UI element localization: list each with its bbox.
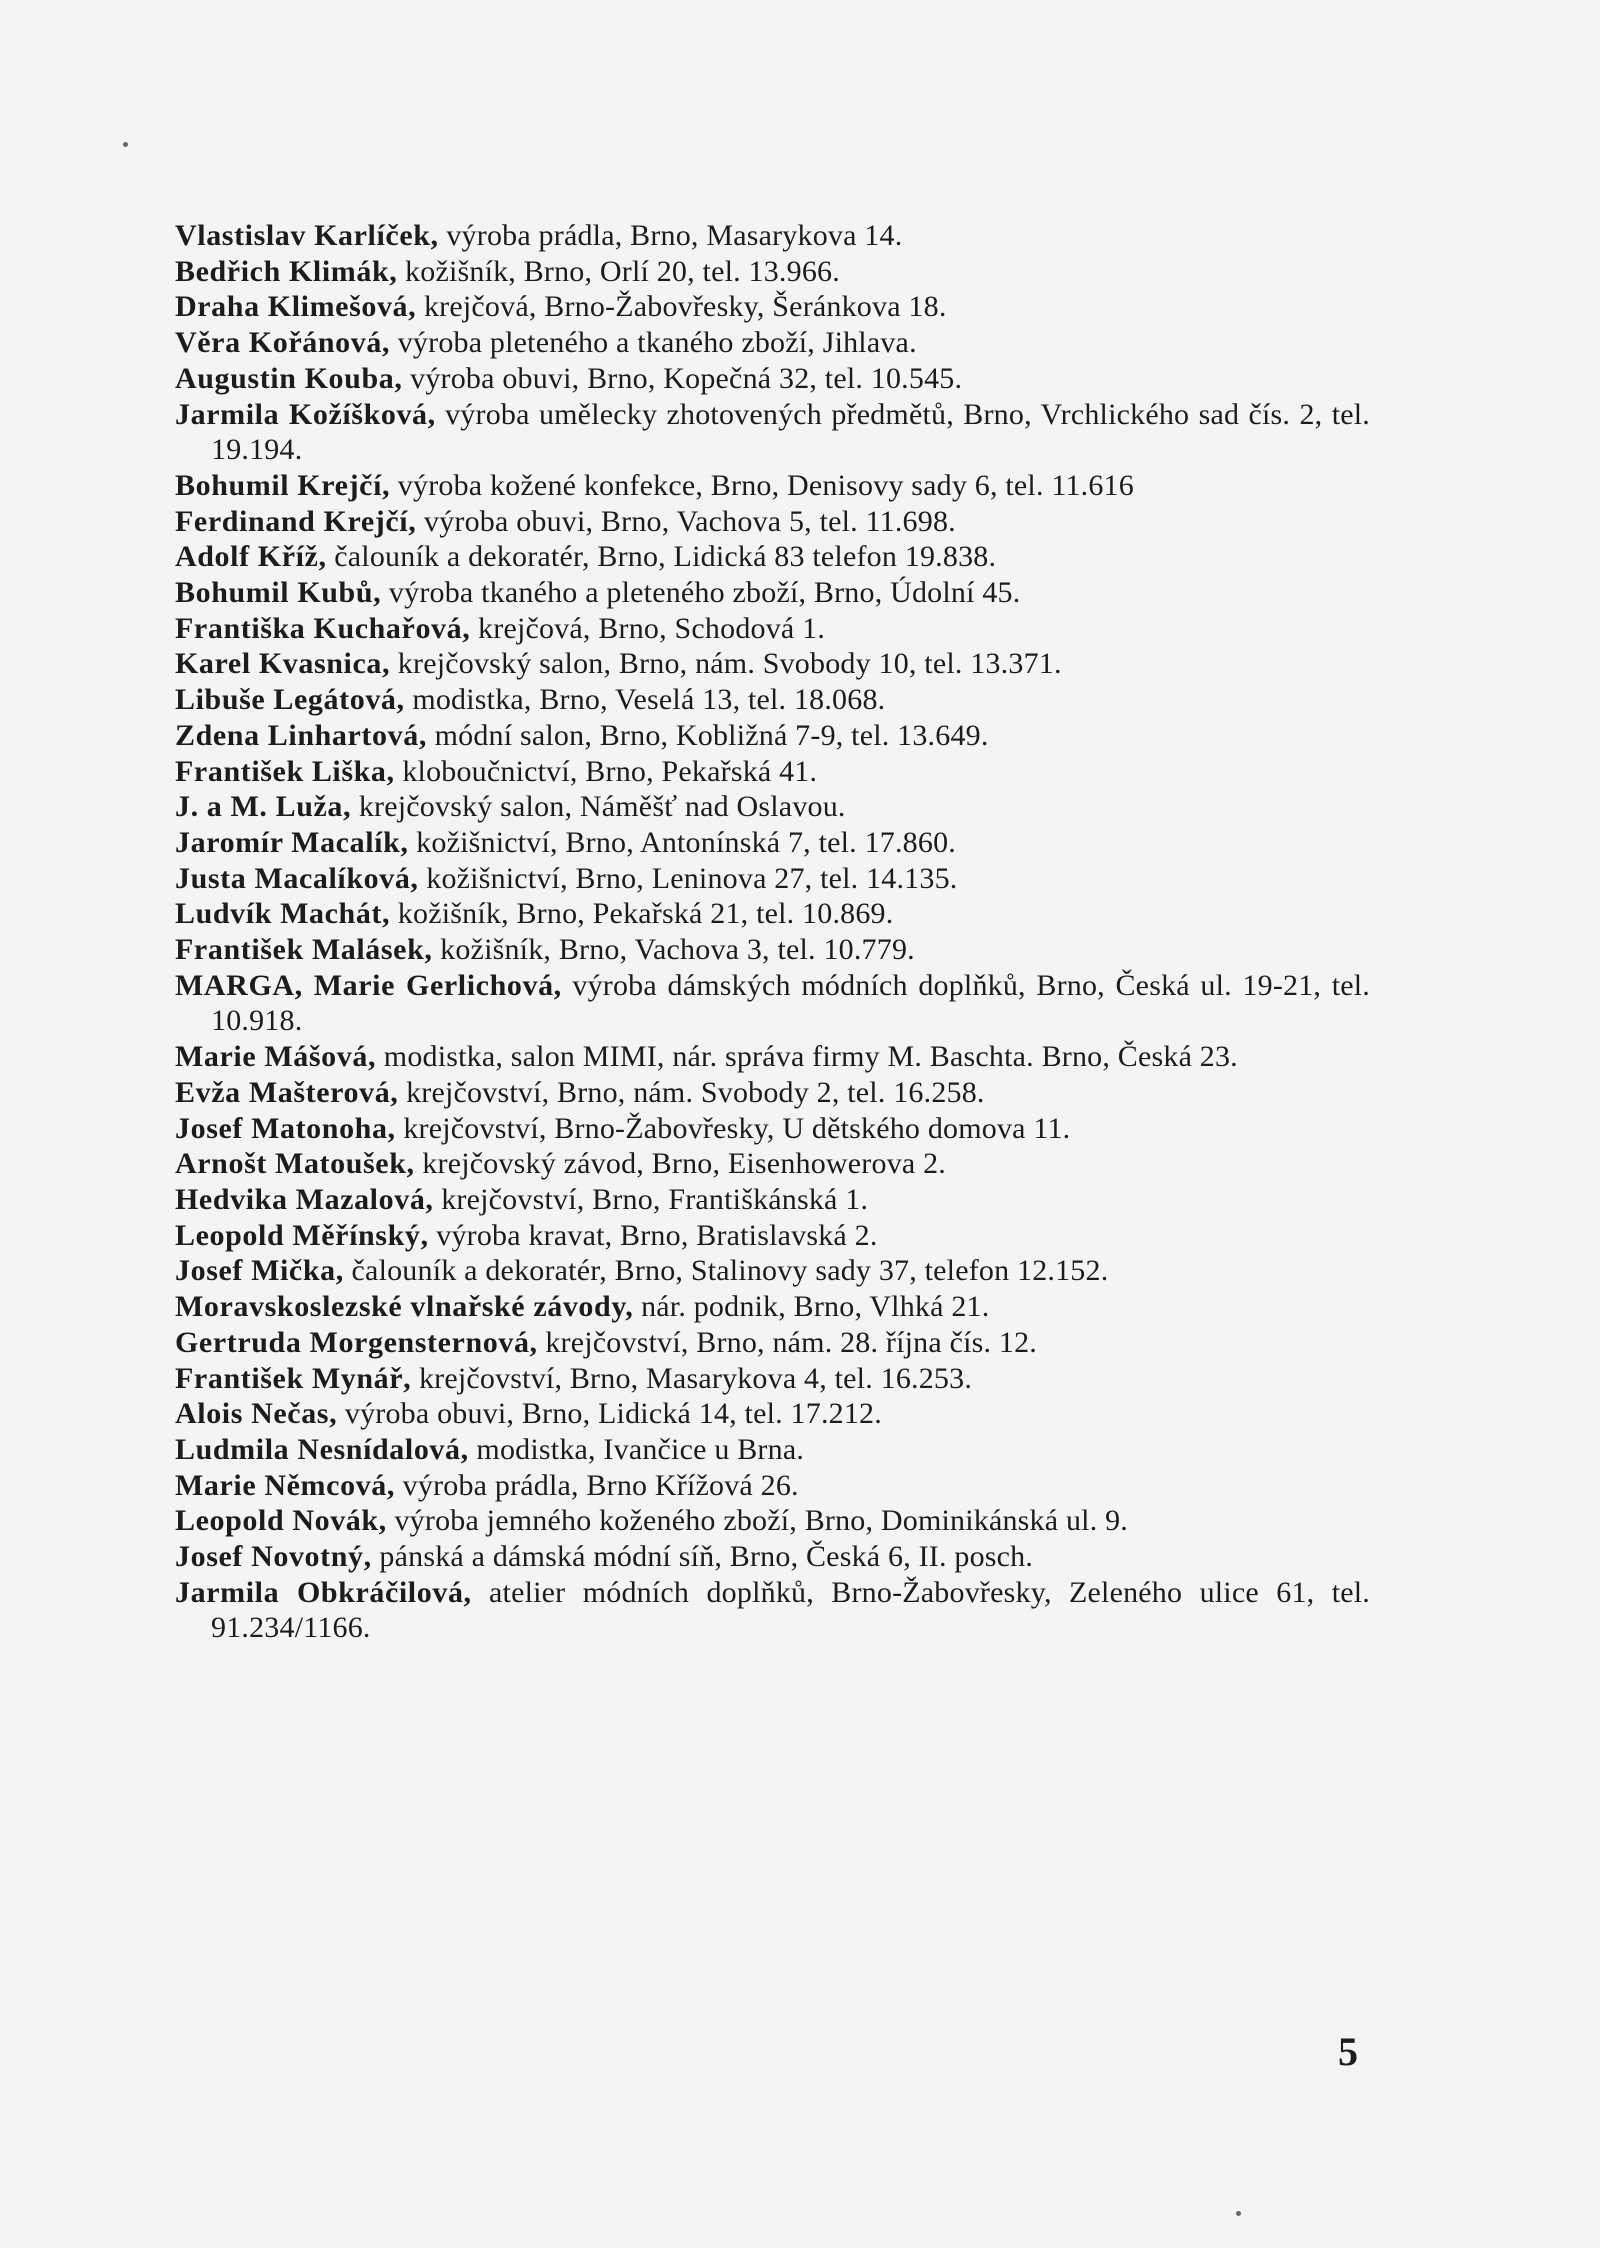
entry-name: Gertruda Morgensternová, [175,1325,538,1359]
entry-name: Marie Němcová, [175,1468,395,1502]
entry-name: Leopold Novák, [175,1504,387,1538]
entry-details: kožišník, Brno, Vachova 3, tel. 10.779. [432,933,915,967]
entry-name: Ferdinand Krejčí, [175,504,417,538]
entry-name: Bedřich Klimák, [175,254,398,288]
directory-entry [175,1432,1370,1468]
entry-details: výroba pleteného a tkaného zboží, Jihlava. [390,326,917,360]
entry-name: Ludvík Machát, [175,897,391,931]
entry-name: Vlastislav Karlíček, [175,219,439,252]
directory-entry [175,397,1370,468]
entry-details: výroba obuvi, Brno, Kopečná 32, tel. 10.545. [402,361,963,395]
entry-name: Augustin Kouba, [175,361,403,395]
paper-speck [123,142,128,147]
entry-details: výroba obuvi, Brno, Lidická 14, tel. 17.212. [337,1397,882,1431]
directory-entry [175,1361,1370,1397]
entry-details: čalouník a dekoratér, Brno, Stalinovy sady 37, telefon 12.152. [343,1254,1109,1288]
entry-name: Jaromír Macalík, [175,825,409,859]
entry-name: Marie Mášová, [175,1040,377,1074]
directory-entry [175,254,1370,290]
entry-details: kožišnictví, Brno, Leninova 27, tel. 14.135. [418,861,958,895]
entry-details: pánská a dámská módní síň, Brno, Česká 6, II. posch. [371,1540,1034,1574]
entry-details: krejčovství, Brno-Žabovřesky, U dětského domova 11. [395,1111,1071,1145]
directory-entry [175,825,1370,861]
directory-entry [175,1253,1370,1289]
paper-speck [1236,2211,1241,2216]
entry-details: krejčovství, Brno, Františkánská 1. [433,1182,869,1216]
entry-name: MARGA, Marie Gerlichová, [175,968,562,1002]
entry-name: František Mynář, [175,1361,412,1395]
directory-entry [175,968,1370,1039]
entry-details: módní salon, Brno, Kobližná 7-9, tel. 13.649. [426,718,989,752]
entry-name: Bohumil Krejčí, [175,468,391,502]
entry-name: J. a M. Luža, [175,790,352,824]
directory-entry [175,575,1370,611]
directory-entry [175,289,1370,325]
directory-entry [175,1075,1370,1111]
entry-name: František Liška, [175,754,395,788]
entry-details: výroba jemného koženého zboží, Brno, Dominikánská ul. 9. [386,1504,1129,1538]
directory-entry [175,861,1370,897]
entry-name: Leopold Měřínský, [175,1218,429,1252]
directory-entry [175,1039,1370,1075]
entry-details: výroba prádla, Brno, Masarykova 14. [438,219,903,252]
entry-details: výroba umělecky zhotovených předmětů, Brno, Vrchlického sad čís. 2, tel. 19.194. [211,397,1370,467]
directory-entry [175,325,1370,361]
entry-name: Alois Nečas, [175,1397,338,1431]
directory-entry [175,611,1370,647]
directory-entry [175,468,1370,504]
entry-details: kožišník, Brno, Orlí 20, tel. 13.966. [397,254,840,288]
entry-name: Justa Macalíková, [175,861,419,895]
entry-details: nár. podnik, Brno, Vlhká 21. [633,1290,990,1324]
directory-entry [175,682,1370,718]
directory-entry [175,1289,1370,1325]
entry-details: výroba dámských módních doplňků, Brno, Česká ul. 19-21, tel. 10.918. [211,968,1371,1038]
entry-details: výroba kravat, Brno, Bratislavská 2. [428,1218,878,1252]
entry-name: Moravskoslezské vlnařské závody, [175,1290,634,1324]
directory-entry [175,1468,1370,1504]
entry-details: modistka, Brno, Veselá 13, tel. 18.068. [404,683,886,717]
entry-name: Hedvika Mazalová, [175,1182,434,1216]
entry-name: Adolf Kříž, [175,540,327,574]
entry-name: Evža Mašterová, [175,1075,399,1109]
entry-details: čalouník a dekoratér, Brno, Lidická 83 telefon 19.838. [326,540,997,574]
entry-name: Ludmila Nesnídalová, [175,1432,469,1466]
page-number: 5 [1338,2029,1358,2074]
directory-entry [175,539,1370,575]
entry-name: František Malásek, [175,933,433,967]
directory-entry [175,896,1370,932]
entry-name: Draha Klimešová, [175,290,417,324]
directory-entry [175,646,1370,682]
directory-entry [175,1146,1370,1182]
entry-name: Františka Kuchařová, [175,611,471,645]
entry-name: Arnošt Matoušek, [175,1147,415,1181]
directory-entry [175,218,1370,254]
directory-entry [175,789,1370,825]
directory-list [175,218,1370,1646]
directory-entry [175,754,1370,790]
entry-details: výroba obuvi, Brno, Vachova 5, tel. 11.698. [416,504,956,538]
directory-entry [175,1182,1370,1218]
entry-details: modistka, salon MIMI, nár. správa firmy M. Baschta. Brno, Česká 23. [376,1040,1238,1074]
entry-details: krejčovský závod, Brno, Eisenhowerova 2. [414,1147,947,1181]
directory-entry [175,1503,1370,1539]
entry-details: krejčovství, Brno, Masarykova 4, tel. 16.253. [411,1361,973,1395]
entry-details: kožišnictví, Brno, Antonínská 7, tel. 17.860. [408,825,956,859]
entry-details: krejčovský salon, Náměšť nad Oslavou. [351,790,846,824]
entry-details: kloboučnictví, Brno, Pekařská 41. [394,754,818,788]
entry-details: výroba kožené konfekce, Brno, Denisovy sady 6, tel. 11.616 [390,468,1134,502]
entry-name: Bohumil Kubů, [175,576,382,610]
entry-name: Josef Matonoha, [175,1111,396,1145]
directory-entry [175,1218,1370,1254]
entry-details: krejčová, Brno, Schodová 1. [470,611,826,645]
directory-entry [175,1575,1370,1646]
entry-details: krejčovství, Brno, nám. 28. října čís. 12. [537,1325,1038,1359]
entry-name: Jarmila Obkráčilová, [175,1575,472,1609]
directory-entry [175,361,1370,397]
directory-entry [175,1396,1370,1432]
entry-details: krejčová, Brno-Žabovřesky, Šeránkova 18. [416,290,947,324]
directory-entry [175,932,1370,968]
entry-name: Libuše Legátová, [175,683,405,717]
directory-entry [175,1539,1370,1575]
directory-entry [175,1111,1370,1147]
entry-name: Jarmila Kožíšková, [175,397,436,431]
directory-entry [175,1325,1370,1361]
entry-details: kožišník, Brno, Pekařská 21, tel. 10.869. [390,897,894,931]
entry-name: Věra Kořánová, [175,326,391,360]
entry-details: výroba tkaného a pleteného zboží, Brno, Údolní 45. [381,576,1021,610]
directory-entry [175,718,1370,754]
entry-name: Josef Novotný, [175,1540,372,1574]
entry-name: Karel Kvasnica, [175,647,391,681]
entry-name: Zdena Linhartová, [175,718,427,752]
entry-details: modistka, Ivančice u Brna. [468,1432,805,1466]
entry-details: atelier módních doplňků, Brno-Žabovřesky, Zeleného ulice 61, tel. 91.234/1166. [211,1575,1370,1645]
entry-details: krejčovský salon, Brno, nám. Svobody 10, tel. 13.371. [390,647,1062,681]
entry-details: krejčovství, Brno, nám. Svobody 2, tel. 16.258. [398,1075,985,1109]
directory-entry [175,504,1370,540]
entry-details: výroba prádla, Brno Křížová 26. [394,1468,799,1502]
entry-name: Josef Mička, [175,1254,344,1288]
